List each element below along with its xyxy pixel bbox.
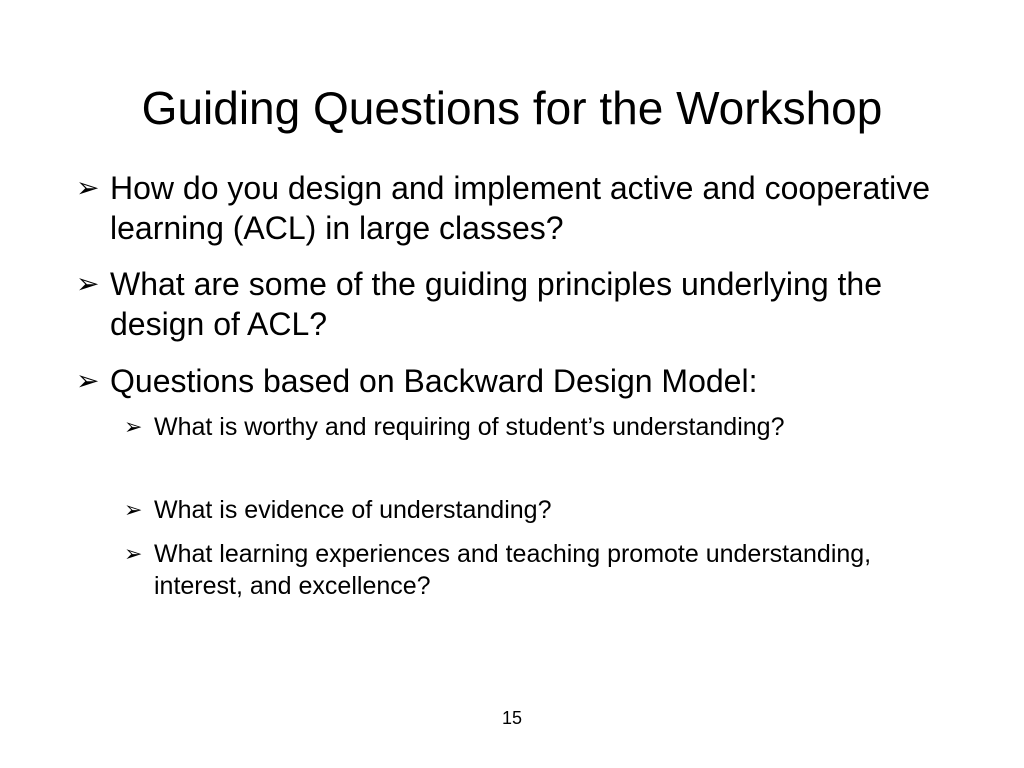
arrow-bullet-icon: ➢: [76, 172, 100, 203]
bullet-text: What learning experiences and teaching promote understanding, interest, and excellence?: [154, 540, 872, 600]
bullet-item-backward-design: [76, 361, 956, 401]
bullet-item-design-acl: [76, 168, 956, 248]
arrow-bullet-icon: ➢: [76, 365, 100, 396]
arrow-bullet-icon: ➢: [124, 414, 143, 439]
bullet-text: What are some of the guiding principles underlying the design of ACL?: [110, 266, 882, 342]
arrow-bullet-icon: ➢: [124, 497, 143, 522]
bullet-text: What is worthy and requiring of student’s understanding?: [154, 413, 785, 441]
bullet-text: How do you design and implement active and cooperative learning (ACL) in large classes?: [110, 170, 931, 246]
bullet-text: Questions based on Backward Design Model:: [110, 363, 758, 399]
arrow-bullet-icon: ➢: [76, 268, 100, 299]
sub-bullet-item-worthy: [124, 411, 944, 443]
bullet-text: What is evidence of understanding?: [154, 496, 552, 524]
bullet-item-guiding-principles: [76, 264, 956, 344]
arrow-bullet-icon: ➢: [124, 541, 143, 566]
page-number: 15: [501, 708, 523, 728]
slide-title: Guiding Questions for the Workshop: [141, 82, 883, 134]
sub-bullet-item-learning-experiences: [124, 538, 944, 602]
sub-bullet-item-evidence: [124, 494, 944, 526]
